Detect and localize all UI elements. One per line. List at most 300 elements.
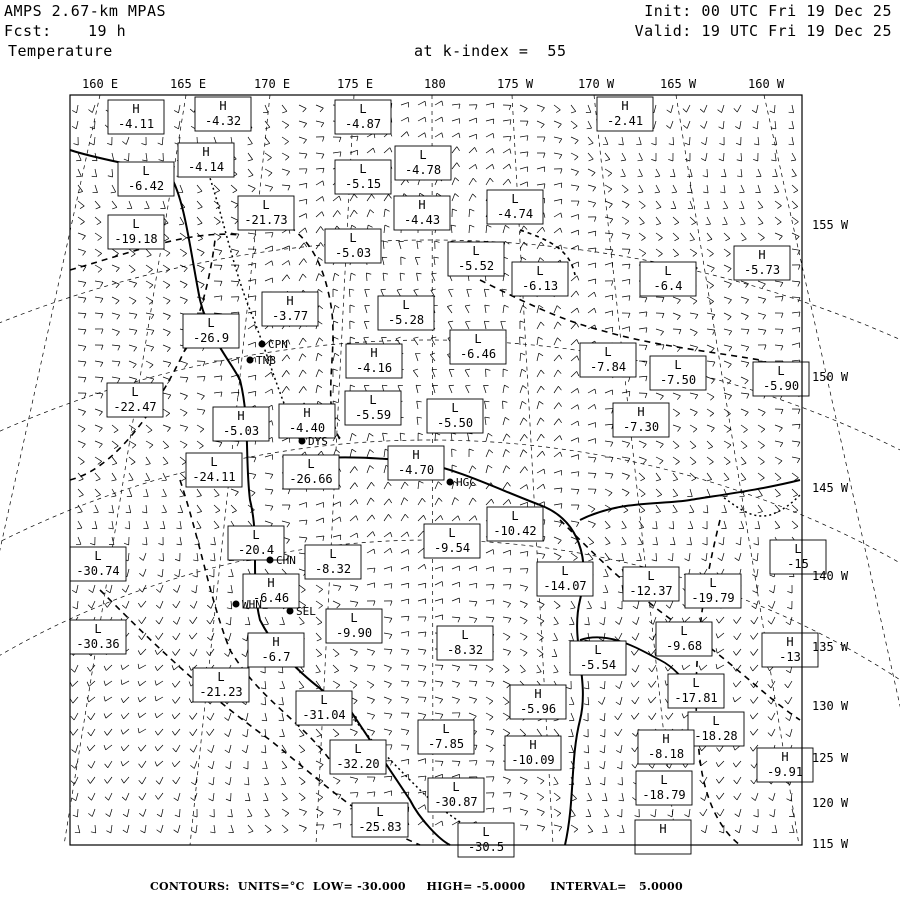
wind-barb bbox=[753, 553, 758, 561]
wind-barb bbox=[155, 713, 163, 718]
wind-barb bbox=[588, 201, 596, 207]
wind-barb bbox=[90, 537, 95, 545]
hl-type: H bbox=[412, 448, 420, 462]
wind-barb bbox=[469, 118, 477, 123]
wind-barb bbox=[656, 233, 662, 241]
wind-barb bbox=[588, 279, 596, 284]
wind-barb bbox=[418, 133, 426, 138]
wind-barb bbox=[537, 825, 545, 831]
wind-barb bbox=[71, 713, 78, 720]
wind-barb bbox=[112, 313, 120, 319]
wind-barb bbox=[227, 809, 232, 817]
wind-barb bbox=[648, 697, 656, 703]
wind-barb bbox=[172, 713, 180, 719]
wind-barb bbox=[452, 497, 459, 505]
wind-barb bbox=[622, 185, 628, 193]
wind-barb bbox=[775, 489, 781, 497]
wind-barb bbox=[121, 777, 129, 783]
wind-barb bbox=[214, 392, 222, 397]
wind-barb bbox=[299, 169, 307, 174]
wind-barb bbox=[554, 809, 561, 816]
wind-barb bbox=[265, 825, 271, 833]
wind-barb bbox=[605, 489, 612, 496]
wind-barb bbox=[78, 329, 86, 334]
wind-barb bbox=[486, 665, 493, 672]
wind-barb bbox=[583, 729, 588, 737]
wind-barb bbox=[690, 457, 696, 465]
wind-barb bbox=[121, 665, 129, 670]
wind-barb bbox=[121, 761, 129, 766]
wind-barb bbox=[520, 825, 528, 830]
wind-barb bbox=[350, 499, 358, 505]
hl-type: H bbox=[272, 635, 280, 649]
hl-type: L bbox=[692, 676, 700, 690]
wind-barb bbox=[350, 585, 358, 591]
wind-barb bbox=[520, 152, 528, 157]
wind-barb bbox=[718, 553, 724, 561]
wind-barb bbox=[95, 329, 103, 334]
wind-barb bbox=[226, 793, 231, 801]
wind-barb bbox=[146, 281, 153, 288]
wind-barb bbox=[618, 777, 623, 785]
wind-barb bbox=[503, 434, 510, 441]
wind-barb bbox=[688, 201, 693, 209]
wind-barb bbox=[537, 337, 543, 345]
wind-barb bbox=[316, 633, 321, 641]
wind-barb bbox=[208, 793, 214, 801]
wind-barb bbox=[775, 409, 783, 414]
hl-label-low bbox=[650, 356, 706, 390]
wind-barb bbox=[469, 194, 476, 201]
hl-label-high bbox=[505, 736, 561, 770]
wind-barb bbox=[600, 729, 605, 737]
wind-barb bbox=[649, 665, 656, 672]
wind-barb bbox=[191, 793, 197, 801]
hl-value: -26.66 bbox=[289, 472, 333, 486]
wind-barb bbox=[469, 134, 477, 139]
wind-barb bbox=[554, 617, 559, 625]
wind-barb bbox=[716, 793, 724, 799]
wind-barb bbox=[520, 649, 527, 656]
wind-barb bbox=[401, 697, 409, 703]
station-cpn bbox=[259, 338, 288, 351]
wind-barb bbox=[789, 137, 794, 145]
wind-barb bbox=[605, 457, 613, 462]
wind-barb bbox=[569, 713, 574, 721]
wind-barb bbox=[571, 371, 579, 377]
wind-barb bbox=[146, 265, 153, 273]
hl-label-low bbox=[238, 196, 294, 230]
wind-barb bbox=[174, 569, 180, 577]
wind-barb bbox=[87, 777, 95, 784]
wind-barb bbox=[367, 498, 374, 505]
wind-barb bbox=[520, 485, 528, 490]
wind-barb bbox=[193, 569, 198, 577]
wind-barb bbox=[792, 201, 798, 209]
wind-barb bbox=[751, 617, 758, 624]
wind-barb bbox=[350, 305, 355, 313]
wind-barb bbox=[155, 793, 163, 799]
wind-barb bbox=[365, 289, 370, 297]
wind-barb bbox=[367, 532, 375, 537]
wind-barb bbox=[775, 457, 782, 464]
wind-barb bbox=[299, 121, 307, 127]
wind-barb bbox=[600, 681, 605, 689]
wind-barb bbox=[299, 183, 307, 188]
wind-barb bbox=[754, 537, 759, 545]
wind-barb bbox=[622, 473, 630, 480]
wind-barb bbox=[435, 515, 443, 521]
wind-barb bbox=[452, 449, 457, 457]
wind-barb bbox=[264, 777, 269, 785]
wind-barb bbox=[452, 697, 460, 703]
wind-barb bbox=[571, 505, 579, 510]
wind-barb bbox=[700, 105, 707, 112]
hl-type: L bbox=[680, 624, 688, 638]
wind-barb bbox=[138, 649, 146, 655]
wind-barb bbox=[554, 470, 562, 475]
wind-barb bbox=[197, 376, 205, 381]
wind-barb bbox=[224, 713, 231, 721]
wind-barb bbox=[673, 233, 679, 241]
wind-barb bbox=[569, 697, 574, 705]
lon-label: 160 W bbox=[748, 77, 785, 91]
hl-type: L bbox=[442, 722, 450, 736]
wind-barb bbox=[554, 183, 562, 188]
wind-barb bbox=[78, 361, 86, 366]
wind-barb bbox=[265, 233, 273, 238]
wind-barb bbox=[690, 441, 696, 449]
wind-barb bbox=[191, 777, 197, 785]
hl-value: -4.14 bbox=[187, 160, 225, 174]
wind-barb bbox=[586, 105, 591, 113]
wind-barb bbox=[605, 473, 613, 478]
station-whn bbox=[233, 598, 262, 611]
wind-barb bbox=[656, 393, 663, 400]
lon-label: 120 W bbox=[812, 796, 849, 810]
wind-barb bbox=[366, 273, 371, 281]
wind-barb bbox=[367, 549, 375, 554]
wind-barb bbox=[163, 249, 170, 256]
hl-label-low bbox=[450, 330, 506, 364]
wind-barb bbox=[656, 329, 664, 335]
wind-barb bbox=[95, 393, 103, 398]
wind-barb bbox=[173, 601, 180, 608]
wind-barb bbox=[775, 473, 781, 481]
wind-barb bbox=[683, 121, 690, 128]
hl-value: -8.18 bbox=[647, 747, 685, 761]
wind-barb bbox=[190, 745, 197, 752]
wind-barb bbox=[639, 457, 646, 464]
wind-barb bbox=[583, 713, 588, 721]
wind-barb bbox=[722, 217, 727, 225]
wind-barb bbox=[333, 152, 341, 157]
wind-barb bbox=[639, 393, 647, 398]
hl-label-low bbox=[107, 383, 163, 417]
wind-barb bbox=[415, 257, 420, 265]
wind-barb bbox=[537, 322, 544, 329]
wind-barb bbox=[350, 601, 358, 607]
wind-barb bbox=[179, 217, 184, 225]
wind-barb bbox=[503, 729, 510, 736]
wind-barb bbox=[248, 825, 253, 833]
hl-label-low bbox=[437, 626, 493, 660]
wind-barb bbox=[316, 617, 322, 625]
wind-barb bbox=[741, 297, 749, 304]
wind-barb bbox=[639, 297, 647, 302]
hl-type: L bbox=[94, 622, 102, 636]
wind-barb bbox=[122, 137, 129, 145]
wind-barb bbox=[155, 665, 163, 671]
wind-barb bbox=[162, 473, 167, 481]
wind-barb bbox=[753, 153, 758, 161]
wind-barb bbox=[163, 281, 170, 288]
wind-barb bbox=[95, 409, 103, 416]
wind-barb bbox=[214, 489, 219, 497]
wind-barb bbox=[619, 553, 624, 561]
wind-barb bbox=[129, 265, 135, 273]
wind-barb bbox=[95, 313, 103, 318]
hl-value: -19.18 bbox=[114, 232, 158, 246]
hl-label-low bbox=[623, 567, 679, 601]
wind-barb bbox=[603, 569, 608, 577]
wind-barb bbox=[588, 404, 596, 409]
wind-barb bbox=[122, 585, 129, 592]
wind-barb bbox=[752, 569, 758, 577]
hl-type: L bbox=[777, 364, 785, 378]
hl-value: -19.79 bbox=[691, 591, 735, 605]
hl-label-low bbox=[537, 562, 593, 596]
wind-barb bbox=[282, 505, 290, 510]
wind-barb bbox=[265, 505, 273, 511]
wind-barb bbox=[142, 153, 147, 161]
wind-barb bbox=[789, 825, 794, 833]
hl-type: H bbox=[267, 576, 275, 590]
wind-barb bbox=[702, 537, 707, 545]
wind-barb bbox=[163, 265, 170, 272]
wind-barb bbox=[109, 537, 114, 545]
wind-barb bbox=[71, 777, 78, 784]
wind-barb bbox=[418, 713, 426, 719]
wind-barb bbox=[741, 457, 746, 465]
wind-barb bbox=[111, 473, 116, 481]
wind-barb bbox=[95, 345, 103, 350]
wind-barb bbox=[248, 249, 256, 254]
wind-barb bbox=[569, 617, 574, 625]
wind-barb bbox=[618, 585, 623, 593]
wind-barb bbox=[553, 777, 558, 785]
wind-barb bbox=[758, 217, 763, 225]
wind-barb bbox=[486, 600, 494, 605]
lon-label: 160 E bbox=[82, 77, 119, 91]
wind-barb bbox=[242, 649, 248, 657]
wind-barb bbox=[758, 281, 765, 288]
wind-barb bbox=[537, 418, 544, 425]
wind-barb bbox=[649, 633, 656, 640]
wind-barb bbox=[214, 441, 222, 447]
wind-barb bbox=[520, 401, 526, 409]
wind-barb bbox=[792, 424, 800, 429]
wind-barb bbox=[690, 217, 696, 225]
wind-barb bbox=[121, 713, 129, 719]
hl-value: -6.46 bbox=[252, 591, 290, 605]
wind-barb bbox=[537, 137, 545, 142]
wind-barb bbox=[418, 481, 423, 489]
wind-barb bbox=[78, 233, 86, 240]
wind-barb bbox=[792, 217, 798, 225]
hl-value: -9.54 bbox=[433, 541, 471, 555]
wind-barb bbox=[639, 249, 646, 256]
wind-barb bbox=[435, 498, 442, 505]
lon-label: 165 E bbox=[170, 77, 207, 91]
wind-barb bbox=[585, 633, 590, 641]
wind-barb bbox=[655, 185, 660, 193]
wind-barb bbox=[758, 473, 764, 481]
wind-barb bbox=[175, 809, 180, 817]
wind-barb bbox=[486, 681, 494, 687]
wind-barb bbox=[469, 761, 477, 766]
wind-barb bbox=[520, 633, 527, 640]
wind-barb bbox=[537, 601, 544, 608]
wind-barb bbox=[469, 147, 477, 153]
wind-barb bbox=[669, 137, 674, 145]
wind-barb bbox=[615, 729, 622, 736]
wind-barb bbox=[333, 665, 339, 673]
wind-barb bbox=[503, 401, 508, 409]
wind-barb bbox=[772, 137, 777, 145]
wind-barb bbox=[418, 515, 426, 521]
lon-label: 165 W bbox=[660, 77, 697, 91]
wind-barb bbox=[737, 169, 742, 177]
wind-barb bbox=[160, 201, 165, 209]
wind-barb bbox=[503, 550, 511, 555]
wind-barb bbox=[619, 825, 624, 833]
wind-barb bbox=[452, 617, 460, 622]
wind-barb bbox=[384, 681, 392, 688]
wind-barb bbox=[775, 281, 783, 287]
wind-barb bbox=[719, 537, 724, 545]
wind-barb bbox=[554, 403, 562, 409]
wind-barb bbox=[104, 665, 112, 670]
wind-barb bbox=[684, 809, 690, 817]
wind-barb bbox=[350, 273, 356, 281]
wind-barb bbox=[750, 649, 758, 655]
wind-barb bbox=[333, 210, 341, 217]
hl-value: -5.73 bbox=[743, 263, 781, 277]
wind-barb bbox=[231, 249, 239, 255]
wind-barb bbox=[163, 361, 171, 367]
wind-barb bbox=[484, 385, 489, 393]
wind-barb bbox=[720, 185, 725, 193]
wind-barb bbox=[316, 196, 324, 201]
wind-barb bbox=[649, 617, 656, 625]
wind-barb bbox=[690, 329, 697, 336]
wind-barb bbox=[111, 185, 116, 193]
wind-barb bbox=[673, 489, 678, 497]
hl-value: -32.20 bbox=[336, 757, 380, 771]
wind-barb bbox=[469, 449, 474, 457]
wind-barb bbox=[598, 697, 605, 704]
wind-barb bbox=[248, 375, 256, 380]
wind-barb bbox=[401, 774, 409, 779]
lon-label: 125 W bbox=[812, 751, 849, 765]
wind-barb bbox=[418, 681, 426, 687]
wind-barb bbox=[262, 713, 267, 721]
wind-barb bbox=[792, 343, 800, 348]
wind-barb bbox=[279, 697, 284, 705]
wind-barb bbox=[242, 633, 248, 641]
wind-barb bbox=[129, 361, 136, 368]
wind-barb bbox=[333, 681, 340, 688]
hl-label-high bbox=[388, 446, 444, 480]
parallel-line bbox=[0, 440, 900, 900]
wind-barb bbox=[651, 137, 656, 145]
wind-barb bbox=[690, 409, 697, 416]
wind-barb bbox=[299, 137, 307, 144]
wind-barb bbox=[791, 153, 796, 161]
wind-barb bbox=[77, 521, 82, 529]
wind-barb bbox=[316, 105, 323, 112]
wind-barb bbox=[503, 369, 508, 377]
wind-barb bbox=[652, 521, 657, 529]
hl-type: L bbox=[359, 102, 367, 116]
wind-barb bbox=[467, 289, 472, 297]
wind-barb bbox=[77, 505, 82, 513]
wind-barb bbox=[734, 633, 741, 640]
wind-barb bbox=[520, 434, 527, 441]
wind-barb bbox=[571, 245, 579, 250]
hl-value: -2.41 bbox=[606, 114, 644, 128]
hl-value: -6.46 bbox=[459, 347, 497, 361]
wind-barb bbox=[265, 185, 273, 191]
wind-barb bbox=[502, 289, 507, 297]
wind-barb bbox=[733, 761, 741, 767]
wind-barb bbox=[622, 249, 630, 254]
wind-barb bbox=[758, 233, 764, 241]
wind-barb bbox=[554, 601, 560, 609]
wind-barb bbox=[600, 713, 605, 721]
wind-barb bbox=[180, 425, 188, 431]
wind-barb bbox=[89, 585, 95, 593]
wind-barb bbox=[741, 393, 749, 398]
wind-barb bbox=[78, 441, 85, 448]
wind-barb bbox=[172, 697, 180, 703]
wind-barb bbox=[605, 390, 613, 395]
wind-barb bbox=[687, 489, 692, 497]
wind-barb bbox=[469, 516, 477, 521]
wind-barb bbox=[384, 567, 392, 572]
wind-barb bbox=[73, 601, 78, 609]
wind-barb bbox=[138, 713, 146, 718]
wind-barb bbox=[155, 680, 163, 685]
wind-barb bbox=[792, 521, 798, 529]
wind-barb bbox=[656, 249, 662, 257]
wind-barb bbox=[604, 809, 609, 817]
wind-barb bbox=[263, 793, 268, 801]
wind-barb bbox=[146, 457, 151, 465]
wind-barb bbox=[282, 275, 290, 281]
wind-barb bbox=[722, 505, 727, 513]
wind-barb bbox=[73, 137, 78, 145]
wind-barb bbox=[180, 281, 187, 288]
hl-type: L bbox=[561, 564, 569, 578]
wind-barb bbox=[112, 297, 119, 304]
hl-label-low bbox=[424, 524, 480, 558]
hl-type: H bbox=[781, 750, 789, 764]
hl-type: H bbox=[132, 102, 140, 116]
wind-barb bbox=[384, 532, 392, 537]
wind-barb bbox=[537, 167, 545, 172]
